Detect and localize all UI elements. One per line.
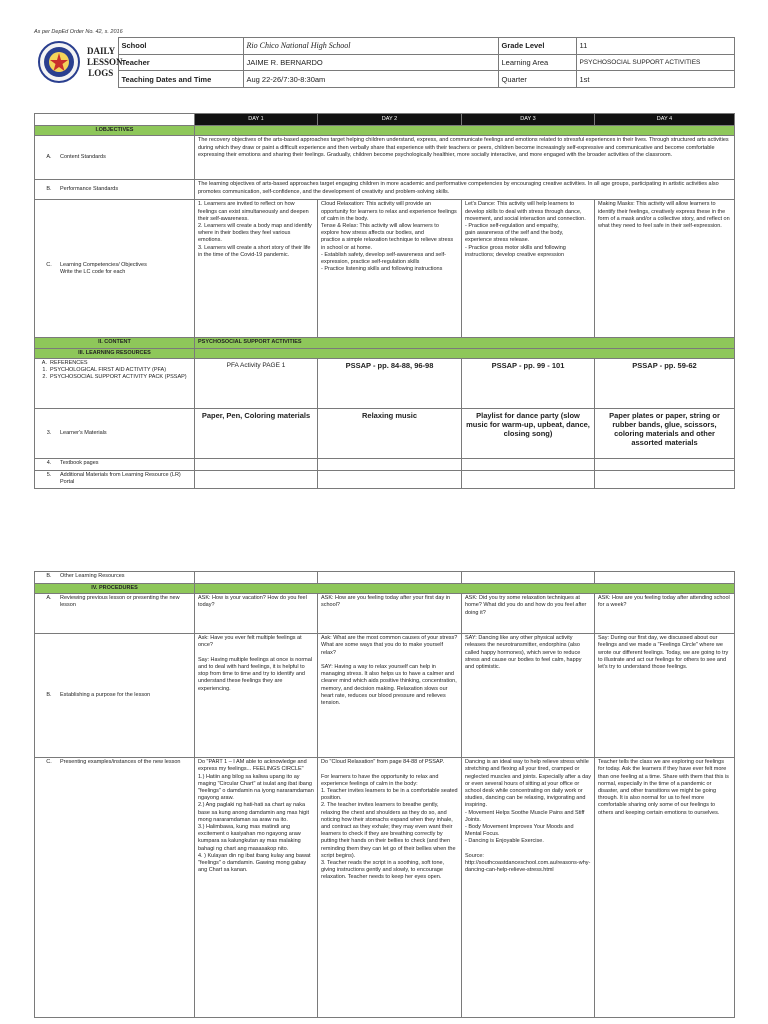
additional-materials-label-cell — [35, 470, 195, 488]
other-resources-label: Other Learning Resources — [60, 573, 125, 579]
competencies-day-4: Making Masks: This activity will allow learners to identify their feelings, creatively express these in the form of a mask and/or a collective story, and reflect on what they need to feel safe in their self-expression. — [595, 200, 735, 338]
content-section-value: PSYCHOSOCIAL SUPPORT ACTIVITIES — [195, 338, 735, 348]
row-number: 5. — [46, 471, 52, 478]
row-number: A. — [46, 595, 52, 602]
competencies-label-cell — [35, 200, 195, 338]
deped-seal-icon — [37, 40, 81, 84]
performance-standards-label: Performance Standards — [60, 186, 119, 193]
area-label: Learning Area — [498, 54, 576, 71]
examples-day-3: Dancing is an ideal way to help relieve stress while stretching and flexing all your tired, cramped or neglected muscles and joints. Especially after a day or even several hours of sitting at your office or school desk while concentrating on daily work or studies, dancing can be relaxing, invigorating and inspiring. - Movement Helps Soothe Muscle Pains and Stiff Joints. - Body Movement Improves Your Moods and Mental Focus. - Dancing is Enjoyable Exercise. Source: http://southcoastdanceschool.com.au/reasons-why-dancing-can-help-relieve-stress.html — [462, 758, 595, 1018]
content-section-label: II. CONTENT — [35, 338, 195, 348]
ref-number: 1. — [42, 367, 47, 374]
day-4-header: DAY 4 — [595, 114, 735, 126]
daily-lesson-logs-title — [84, 38, 123, 88]
purpose-row — [35, 634, 735, 758]
learners-materials-label: Learner's Materials — [60, 429, 107, 436]
competencies-day-2: Cloud Relaxation: This activity will provide an opportunity for learners to relax and experience feelings of calm in the body. Tense & Relax: This activity will allow learners to explore how stress affects our bodies, and practice a simple relaxation technique to relieve stress in school or at home. - Establish safety, develop self-awareness and self-expression, practice self-regulation skills - Practice listening skills and following instructions — [318, 200, 462, 338]
examples-label: Presenting examples/instances of the new lesson — [60, 759, 181, 766]
day-header-row — [35, 114, 735, 126]
competencies-day-3: Let's Dance: This activity will help learners to develop skills to deal with stress through dance, movement, and social interaction and connection. - Practice self-regulation and empathy, gain awareness of the self and the body, experience stress release. - Practice gross motor skills and following instructions; develop creative expression — [462, 200, 595, 338]
purpose-day-3: SAY: Dancing like any other physical activity releases the neurotransmitter, endorphins (also called happy hormones), which serve to reduce stress and cause our bodies to feel calm, happy and optimistic. — [462, 634, 595, 758]
school-label: School — [118, 38, 243, 55]
row-number: B. — [46, 186, 52, 193]
references-label: REFERENCES — [50, 359, 88, 366]
resources-section-row — [35, 348, 735, 358]
row-number: C. — [46, 759, 52, 766]
competencies-row — [35, 200, 735, 338]
reference-item: PSYCHOSOCIAL SUPPORT ACTIVITY PACK (PSSAP) — [50, 374, 187, 381]
competencies-label: Learning Competencies/ Objectives Write the LC code for each — [60, 261, 147, 275]
title-line-1: DAILY — [87, 46, 116, 56]
dates-label: Teaching Dates and Time — [118, 71, 243, 88]
objectives-table — [34, 113, 735, 489]
teacher-value: JAIME R. BERNARDO — [243, 54, 498, 71]
row-number: A. — [46, 154, 52, 161]
objectives-section-label: I.OBJECTIVES — [35, 126, 195, 136]
row-number: 4. — [46, 459, 52, 466]
row-number: 3. — [46, 429, 52, 436]
deped-seal-cell — [34, 38, 84, 88]
performance-standards-row — [35, 180, 735, 200]
row-number: B. — [46, 692, 52, 699]
grade-value: 11 — [576, 38, 734, 55]
deped-order-note: As per DepEd Order No. 42, s. 2016 — [34, 29, 123, 35]
references-day-4: PSSAP - pp. 59-62 — [595, 358, 735, 408]
dates-value: Aug 22-26/7:30-8:30am — [243, 71, 498, 88]
title-line-3: LOGS — [88, 68, 114, 78]
review-label-cell — [35, 594, 195, 634]
procedures-table — [34, 571, 735, 1018]
content-standards-label: Content Standards — [60, 154, 106, 161]
content-standards-label-cell — [35, 136, 195, 180]
quarter-value: 1st — [576, 71, 734, 88]
content-standards-value: The recovery objectives of the arts-based approaches target helping children understand, express, and communicate feelings and emotions related to stressful experiences in their lives. Through structured arts activities during which they draw or paint a difficult experience and then verbally share that experience with their teachers or peers, children become increasingly self-expressive and communicative and become comfortable expressing their emotions and sharing their feelings. Gradually, children become psychologically healthier, more socially interactive, and more engaged with the broader activities of the classroom. — [195, 136, 735, 180]
competencies-day-1: 1. Learners are invited to reflect on how feelings can exist simultaneously and deepen their self-awareness. 2. Learners will create a body map and identify where in their bodies they feel various emotions. 3. Learners will create a short story of their life in the time of the Covid-19 pandemic. — [195, 200, 318, 338]
title-line-2: LESSON — [87, 57, 123, 67]
row-number: A. — [41, 359, 47, 366]
performance-standards-label-cell — [35, 180, 195, 200]
learners-materials-label-cell — [35, 408, 195, 458]
purpose-day-1: Ask: Have you ever felt multiple feelings at once? Say: Having multiple feelings at once is normal and to deal with hard feelings, it is helpful to stop from time to time and try to identify and understand these feelings they are experiencing. — [195, 634, 318, 758]
references-day-2: PSSAP - pp. 84-88, 96-98 — [318, 358, 462, 408]
additional-materials-row — [35, 470, 735, 488]
quarter-label: Quarter — [498, 71, 576, 88]
examples-label-cell — [35, 758, 195, 1018]
day-2-header: DAY 2 — [318, 114, 462, 126]
materials-day-4: Paper plates or paper, string or rubber bands, glue, scissors, coloring materials and other assorted materials — [595, 408, 735, 458]
examples-row — [35, 758, 735, 1018]
materials-day-3: Playlist for dance party (slow music for warm-up, upbeat, dance, closing song) — [462, 408, 595, 458]
content-standards-row — [35, 136, 735, 180]
review-day-1: ASK: How is your vacation? How do you feel today? — [195, 594, 318, 634]
references-day-3: PSSAP - pp. 99 - 101 — [462, 358, 595, 408]
review-label: Reviewing previous lesson or presenting the new lesson — [60, 595, 180, 609]
objectives-section-row — [35, 126, 735, 136]
ref-number: 2. — [42, 374, 47, 381]
purpose-day-4: Say: During our first day, we discussed about our feelings and we made a "Feelings Circle" where we wrote our different feelings. Today, we are going to try to illustrate and act our feelings for others to see and let's try to understand those feelings. — [595, 634, 735, 758]
day-3-header: DAY 3 — [462, 114, 595, 126]
other-resources-label-cell — [35, 572, 195, 584]
row-number: C. — [46, 261, 52, 268]
review-day-4: ASK: How are you feeling today after attending school for a week? — [595, 594, 735, 634]
review-day-2: ASK: How are you feeling today after your first day in school? — [318, 594, 462, 634]
day-header-blank — [35, 114, 195, 126]
examples-day-2: Do "Cloud Relaxation" from page 84-88 of PSSAP. For learners to have the opportunity to relax and experience feelings of calm in the body: 1. Teacher invites learners to be in a comfortable seated position. 2. The teacher invites learners to breathe gently, relaxing the chest and shoulders as they do so, and noticing how their stomachs expand when they inhale, and contract as they exhale; they may even want their learners to check if they are breathing correctly by putting their hands on their bellies to check (and then reminding them they can let go of their bellies when the script begins). 3. Teacher reads the script in a soothing, soft tone, giving instructions gently and slowly, to encourage relaxation. Teacher needs to keep her eyes open. — [318, 758, 462, 1018]
procedures-section-label: IV. PROCEDURES — [35, 584, 195, 594]
review-row — [35, 594, 735, 634]
resources-section-label: III. LEARNING RESOURCES — [35, 348, 195, 358]
references-row — [35, 358, 735, 408]
references-day-1: PFA Activity PAGE 1 — [195, 358, 318, 408]
purpose-label: Establishing a purpose for the lesson — [60, 692, 151, 699]
area-value: PSYCHOSOCIAL SUPPORT ACTIVITIES — [576, 54, 734, 71]
materials-day-2: Relaxing music — [318, 408, 462, 458]
textbook-pages-label-cell — [35, 458, 195, 470]
examples-day-4: Teacher tells the class we are exploring our feelings for today. Ask the learners if they have ever felt more than one feeling at a time. Share with them that this is normal, especially in the time of a pandemic or disaster, and other transitions we might be going through. It is also normal for us to feel more comfortable sharing only some of our feelings to others and keeping certain emotions to ourselves. — [595, 758, 735, 1018]
content-section-row — [35, 338, 735, 348]
teacher-label: Teacher — [118, 54, 243, 71]
materials-day-1: Paper, Pen, Coloring materials — [195, 408, 318, 458]
textbook-pages-label: Textbook pages — [60, 459, 99, 466]
review-day-3: ASK: Did you try some relaxation techniques at home? What did you do and how do you feel after doing it? — [462, 594, 595, 634]
header-table — [34, 37, 735, 88]
school-value: Rio Chico National High School — [243, 38, 498, 55]
day-1-header: DAY 1 — [195, 114, 318, 126]
performance-standards-value: The learning objectives of arts-based approaches target engaging children in more academic and performative competencies by encouraging creative activities. In all age groups, participating in artistic activities also promotes communication, self-confidence, and the development of creativity and problem-solving skills. — [195, 180, 735, 200]
grade-label: Grade Level — [498, 38, 576, 55]
other-resources-row — [35, 572, 735, 584]
purpose-day-2: Ask: What are the most common causes of your stress? What are some ways that you do to make yourself relax? SAY: Having a way to relax yourself can help in managing stress. It also helps us to have a calmer and clearer mind which aids positive thinking, concentration, memory, and decision making. Relaxation slows our heart rate, reduces our blood pressure and relieves tension. — [318, 634, 462, 758]
examples-day-1: Do "PART 1 – I AM able to acknowledge and express my feelings... FEELINGS CIRCLE" 1.) Hatiin ang bilog sa kaliwa upang ito ay maging "Circular Chart" at isulat ang ibat ibang "feelings" o damdamin na iyong nararamdaman ngayong araw. 2.) Ang paglaki ng hati-hati sa chart ay naka base sa kung anong damdamin ang mas higit mong nararamdaman sa araw na ito. 3.) Halimbawa, kung mas matindi ang excitement o kasiyahan mo ngayong araw kumpara sa kalungkutan ay mas malaking bahagi ng chart ang masasakop nito. 4. ) Kulayan din ng ibat ibang kulay ang bawat "feelings" o damdamin. Gawing mong gabay ang Chart sa kanan. — [195, 758, 318, 1018]
purpose-label-cell — [35, 634, 195, 758]
row-number: B. — [46, 573, 52, 579]
additional-materials-label: Additional Materials from Learning Resource (LR) Portal — [60, 471, 181, 486]
procedures-section-row — [35, 584, 735, 594]
learners-materials-row — [35, 408, 735, 458]
reference-item: PSYCHOLOGICAL FIRST AID ACTIVITY (PFA) — [50, 367, 167, 374]
textbook-pages-row — [35, 458, 735, 470]
references-label-cell — [35, 358, 195, 408]
